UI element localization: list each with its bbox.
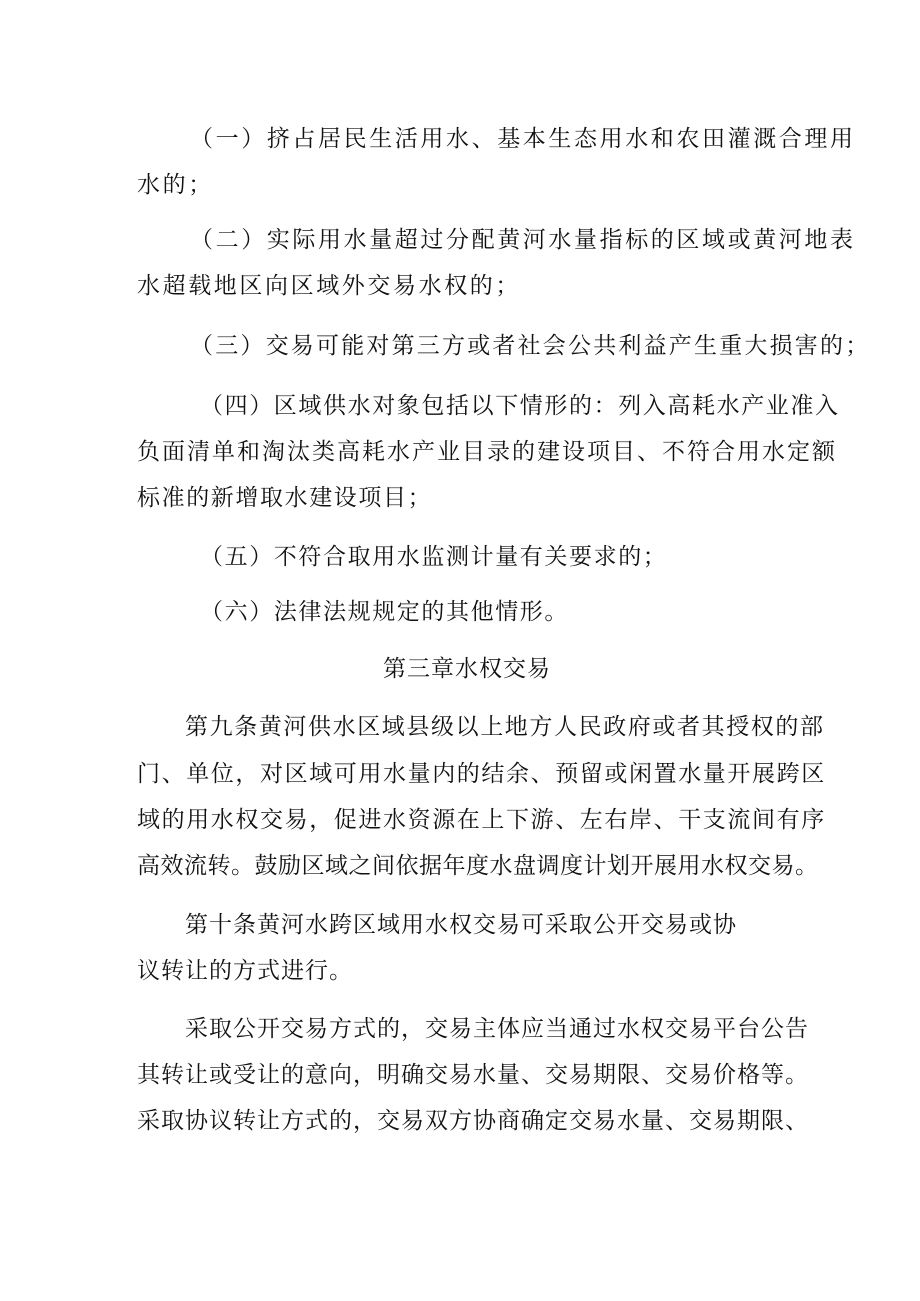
article-10-line-2: 议转让的方式进行。 xyxy=(137,958,353,984)
item-3-line-1: （三）交易可能对第三方或者社会公共利益产生重大损害的； xyxy=(190,333,871,359)
item-4-line-1: （四）区域供水对象包括以下情形的：列入高耗水产业准入 xyxy=(200,393,840,419)
item-2-line-1: （二）实际用水量超过分配黄河水量指标的区域或黄河地表 xyxy=(190,227,856,253)
article-10-line-1: 第十条黄河水跨区域用水权交易可采取公开交易或协 xyxy=(185,912,737,938)
item-5-line-1: （五）不符合取用水监测计量有关要求的； xyxy=(200,544,668,570)
article-9-line-3: 域的用水权交易，促进水资源在上下游、左右岸、干支流间有序 xyxy=(137,807,826,833)
article-9-line-2: 门、单位，对区域可用水量内的结余、预留或闲置水量开展跨区 xyxy=(137,761,826,787)
chapter-heading: 第三章水权交易 xyxy=(383,656,551,682)
trading-line-1: 采取公开交易方式的，交易主体应当通过水权交易平台公告 xyxy=(185,1016,809,1042)
item-1-line-1: （一）挤占居民生活用水、基本生态用水和农田灌溉合理用 xyxy=(190,126,856,152)
item-6-line-1: （六）法律法规规定的其他情形。 xyxy=(200,599,569,625)
item-1-line-2: 水的； xyxy=(137,172,214,198)
trading-line-3: 采取协议转让方式的，交易双方协商确定交易水量、交易期限、 xyxy=(137,1108,809,1134)
item-4-line-2: 负面清单和淘汰类高耗水产业目录的建设项目、不符合用水定额 xyxy=(137,439,837,465)
article-9-line-4: 高效流转。鼓励区域之间依据年度水盘调度计划开展用水权交易。 xyxy=(137,853,819,879)
article-9-line-1: 第九条黄河供水区域县级以上地方人民政府或者其授权的部 xyxy=(185,714,825,740)
item-2-line-2: 水超载地区向区域外交易水权的； xyxy=(137,273,521,299)
item-4-line-3: 标准的新增取水建设项目； xyxy=(137,485,433,511)
trading-line-2: 其转让或受让的意向，明确交易水量、交易期限、交易价格等。 xyxy=(137,1062,809,1088)
